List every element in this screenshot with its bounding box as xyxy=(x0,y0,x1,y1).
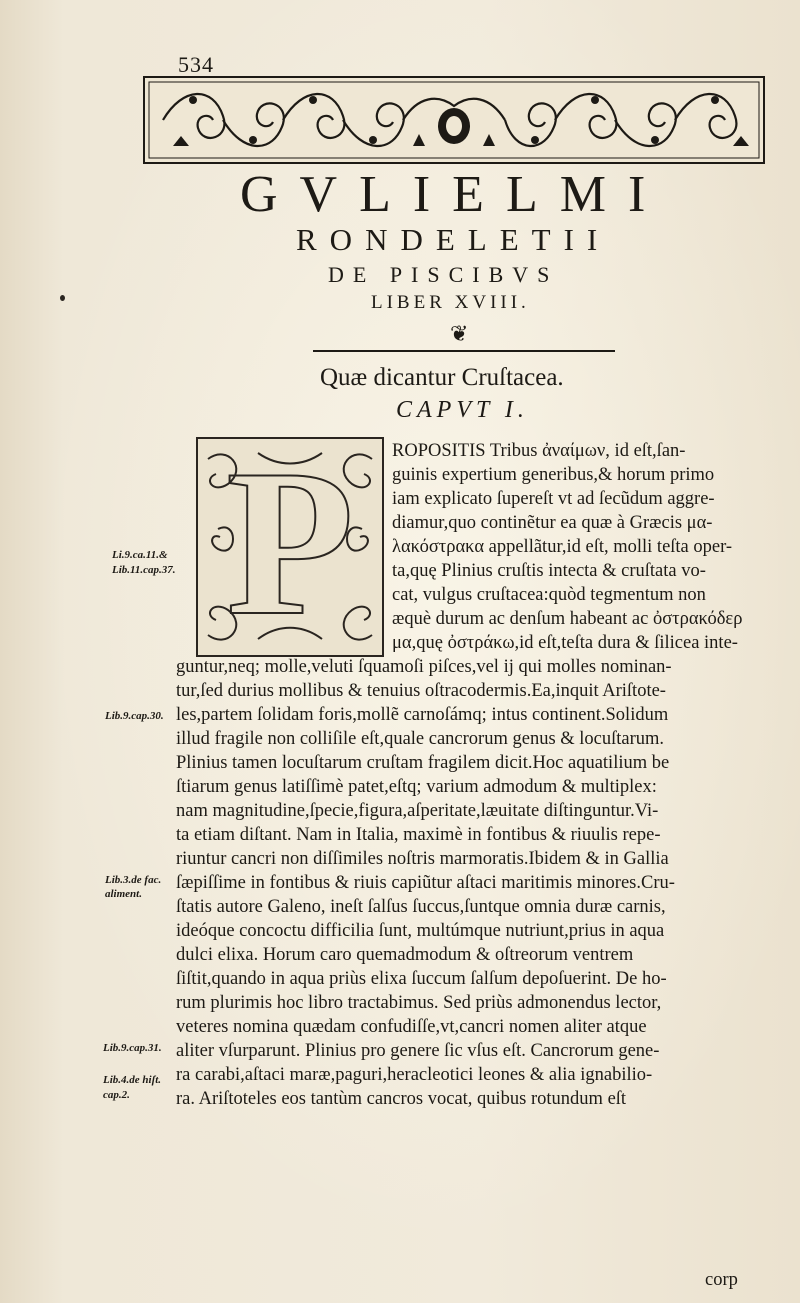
text-line: Plinius tamen locuſtarum cruſtam fragilem dicit.Hoc aquatilium be xyxy=(176,753,670,773)
text-line: μα,quę ὀστράκω,id eſt,teſta dura & ſilicea inte- xyxy=(392,633,738,653)
title-author-second: RONDELETII xyxy=(296,222,611,257)
text-line: les,partem ſolidam foris,mollẽ carnoſámq; intus continent.Solidum xyxy=(176,705,669,725)
text-line: guntur,neq; molle,veluti ſquamoſi piſces,vel ij qui molles nominan- xyxy=(176,657,672,677)
text-line: ra carabi,aſtaci maræ,paguri,heracleotici leones & alia ignabilio- xyxy=(176,1065,653,1085)
margin-note: Lib.9.cap.30. xyxy=(105,710,164,722)
text-line: aliter vſurparunt. Plinius pro genere ſic vſus eſt. Cancrorum gene- xyxy=(176,1041,660,1061)
title-work: DE PISCIBVS xyxy=(328,262,559,287)
text-line: illud fragile non colliſile eſt,quale cancrorum genus & locuſtarum. xyxy=(176,729,665,749)
text-line: æquè durum ac denſum habeant ac ὀστρακόδερ xyxy=(392,609,743,629)
text-line: ta,quę Plinius cruſtis intecta & cruſtata vo- xyxy=(392,561,706,581)
text-line: riuntur cancri non diſſimiles noſtris marmoratis.Ibidem & in Gallia xyxy=(176,849,669,869)
margin-note: Lib.4.de hiſt. xyxy=(103,1074,162,1086)
margin-note: Lib.3.de fac. xyxy=(105,874,162,886)
page-number: 534 xyxy=(178,52,214,77)
text-line: λακόστρακα appellãtur,id eſt, molli teſta oper- xyxy=(392,537,733,557)
text-line: diamur,quo continẽtur ea quæ à Græcis μα- xyxy=(392,513,713,533)
title-book-number: LIBER XVIII. xyxy=(371,292,530,313)
text-line: ROPOSITIS Tribus ἀναίμων, id eſt,ſan- xyxy=(392,441,686,461)
text-line: guinis expertium generibus,& horum primo xyxy=(392,465,715,485)
text-line: tur,ſed durius mollibus & tenuius oſtracodermis.Ea,inquit Ariſtote- xyxy=(176,681,666,701)
fleuron-icon: ❦ xyxy=(450,322,469,347)
text-line: ſiſtit,quando in aqua priùs elixa ſuccum ſalſum depoſuerint. De ho- xyxy=(176,969,667,989)
text-line: nam magnitudine,ſpecie,figura,aſperitate,læuitate diſtinguntur.Vi- xyxy=(176,801,659,821)
margin-note: aliment. xyxy=(105,888,142,900)
margin-note: Lib.11.cap.37. xyxy=(112,564,176,576)
chapter-number: CAPVT I. xyxy=(396,397,529,423)
catchword: corp xyxy=(705,1270,738,1290)
title-author-first: GVLIELMI xyxy=(240,166,668,223)
text-line: veteres nomina quædam confudiſſe,vt,cancri nomen aliter atque xyxy=(176,1017,647,1037)
initial-letter: P xyxy=(226,427,355,659)
margin-note: Li.9.ca.11.& xyxy=(112,549,168,561)
text-line: dulci elixa. Horum caro quemadmodum & oſtreorum ventrem xyxy=(176,945,634,965)
text-line: ſæpiſſime in fontibus & riuis capiũtur aſtaci maritimis minores.Cru- xyxy=(176,873,675,893)
margin-note: Lib.9.cap.31. xyxy=(103,1042,162,1054)
text-line: iam explicato ſupereſt vt ad ſecũdum aggre- xyxy=(392,489,715,509)
text-line: ſtiarum genus latiſſimè patet,eſtq; varium admodum & multiplex: xyxy=(176,777,657,797)
margin-note: cap.2. xyxy=(103,1089,130,1101)
text-line: cat, vulgus cruſtacea:quòd tegmentum non xyxy=(392,585,706,605)
chapter-heading: Quæ dicantur Cruſtacea. xyxy=(320,364,564,391)
text-line: rum plurimis hoc libro tractabimus. Sed priùs admonendus lector, xyxy=(176,993,662,1013)
text-line: ta etiam diſtant. Nam in Italia, maximè in fontibus & riuulis repe- xyxy=(176,825,661,845)
text-line: ideóque concoctu difficilia ſunt, multúmque nutriunt,prius in aqua xyxy=(176,921,665,941)
text-line: ſtatis autore Galeno, ineſt ſalſus ſuccus,ſuntque omnia duræ carnis, xyxy=(176,897,666,917)
text-line: ra. Ariſtoteles eos tantùm cancros vocat, quibus rotundum eſt xyxy=(176,1089,627,1109)
